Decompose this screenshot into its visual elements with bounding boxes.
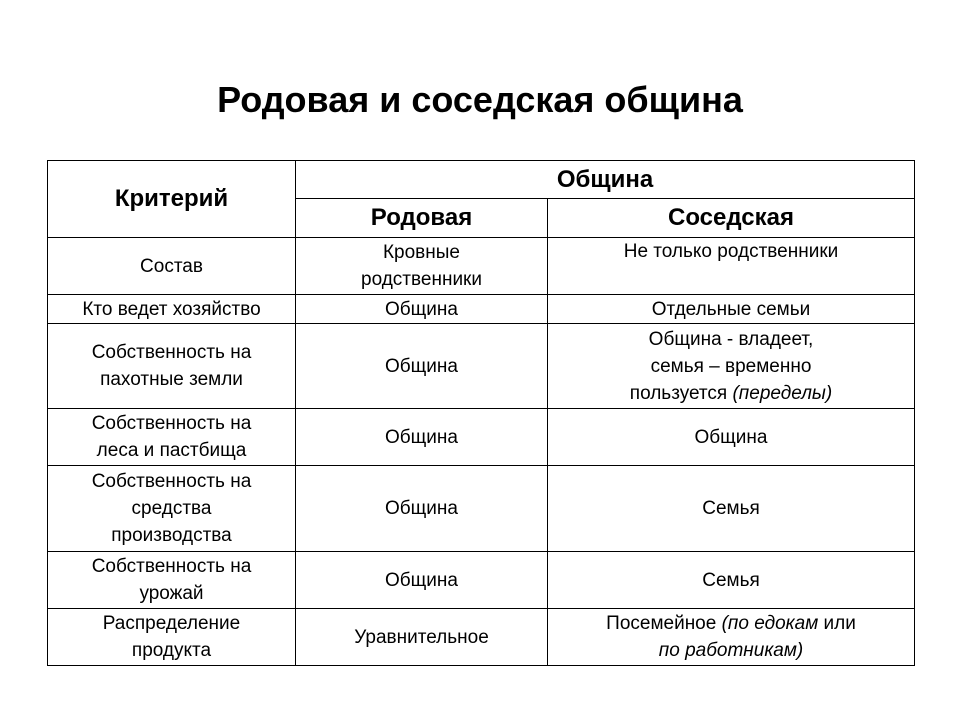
comparison-table — [47, 160, 915, 666]
cell-line: Состав — [140, 255, 203, 277]
header-criterion: Критерий — [48, 161, 296, 238]
cell-line: Община — [694, 426, 768, 448]
header-sosedskaya: Соседская — [548, 199, 915, 238]
criterion-cell — [48, 409, 296, 466]
rodovaya-cell — [296, 552, 548, 609]
cell-line: Уравнительное — [354, 626, 489, 648]
cell-line: производства — [111, 525, 232, 546]
table-row — [48, 609, 915, 666]
sosedskaya-cell — [548, 409, 915, 466]
slide-title: Родовая и соседская община — [217, 79, 743, 120]
header-group-obshchina: Община — [296, 161, 915, 199]
cell-line: пахотные земли — [100, 369, 243, 390]
cell-italic: (переделы) — [732, 382, 833, 404]
cell-line: Отдельные семьи — [651, 298, 811, 320]
cell-line: Община — [385, 498, 458, 519]
cell-line: пользуется — [629, 382, 733, 404]
sosedskaya-cell — [548, 552, 915, 609]
cell-italic: (по едокам — [721, 613, 819, 634]
cell-line: Община - владеет, — [648, 328, 814, 350]
table-row — [48, 324, 915, 409]
rodovaya-cell — [296, 409, 548, 466]
cell-line: Собственность на — [91, 413, 252, 434]
sosedskaya-cell — [548, 295, 915, 324]
rodovaya-cell — [296, 295, 548, 324]
cell-line: продукта — [131, 640, 212, 661]
criterion-cell — [48, 552, 296, 609]
cell-line: или — [818, 613, 856, 634]
cell-line: Кровные — [382, 242, 460, 263]
cell-line: Собственность на — [91, 471, 252, 492]
table-row — [48, 238, 915, 295]
table-row — [48, 295, 915, 324]
criterion-cell — [48, 609, 296, 666]
cell-line: Община — [385, 569, 458, 591]
cell-line: Не только родственники — [623, 241, 839, 262]
sosedskaya-cell — [548, 238, 915, 295]
sosedskaya-cell — [548, 609, 915, 666]
criterion-cell — [48, 238, 296, 295]
rodovaya-cell — [296, 238, 548, 295]
criterion-cell — [48, 466, 296, 552]
cell-line: Собственность на — [91, 342, 252, 363]
cell-line: леса и пастбища — [96, 440, 247, 461]
header-rodovaya: Родовая — [296, 199, 548, 238]
table-row — [48, 552, 915, 609]
table-row — [48, 409, 915, 466]
cell-line: Семья — [702, 498, 760, 519]
cell-line: Собственность на — [91, 556, 252, 577]
cell-line: Община — [385, 355, 458, 377]
cell-line: Кто ведет хозяйство — [82, 298, 261, 320]
cell-line: семья – временно — [650, 355, 812, 377]
criterion-cell — [48, 324, 296, 409]
cell-italic: по работникам) — [658, 640, 804, 661]
cell-line: Посемейное — [606, 613, 722, 634]
cell-line: родственники — [361, 269, 482, 290]
cell-line: Община — [385, 426, 458, 448]
cell-line: урожай — [139, 583, 204, 604]
rodovaya-cell — [296, 466, 548, 552]
cell-line: Община — [385, 298, 458, 320]
rodovaya-cell — [296, 609, 548, 666]
cell-line: Семья — [702, 569, 760, 591]
table-header-row — [48, 161, 915, 199]
table-row — [48, 466, 915, 552]
sosedskaya-cell — [548, 466, 915, 552]
rodovaya-cell — [296, 324, 548, 409]
cell-line: Распределение — [102, 613, 241, 634]
sosedskaya-cell — [548, 324, 915, 409]
criterion-cell — [48, 295, 296, 324]
cell-line: средства — [131, 498, 212, 519]
